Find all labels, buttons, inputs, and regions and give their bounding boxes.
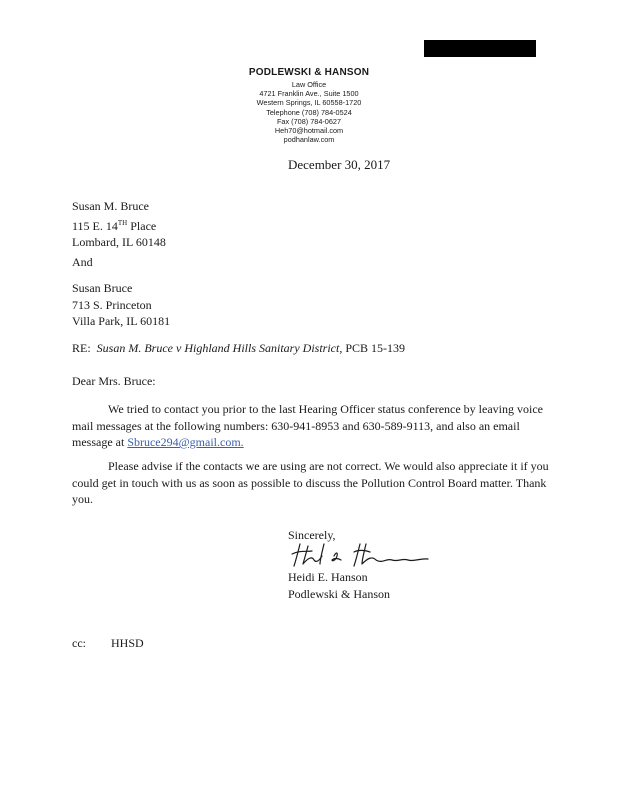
re-case-number: , PCB 15-139 xyxy=(339,341,406,355)
recipient-address-2 xyxy=(72,280,170,330)
letterhead-website: podhanlaw.com xyxy=(283,135,335,145)
re-line xyxy=(72,340,405,357)
signatory-name: Heidi E. Hanson xyxy=(288,570,368,584)
salutation: Dear Mrs. Bruce: xyxy=(72,374,156,388)
signatory xyxy=(288,569,390,602)
recipient-city: Villa Park, IL 60181 xyxy=(72,314,171,328)
re-label: RE: xyxy=(72,341,91,355)
email-link[interactable]: Sbruce294@gmail.com. xyxy=(127,435,244,449)
recipient-street: 713 S. Princeton xyxy=(72,297,152,312)
cc-recipient: HHSD xyxy=(111,636,144,650)
recipient-name: Susan Bruce xyxy=(72,281,133,295)
paragraph-text: We tried to contact you prior to the last Hearing Officer status conference by leaving voice mail messages at the following numbers: 630-941-8953 and 630-589-9113, and also an email message at xyxy=(72,402,543,449)
signature-image xyxy=(286,534,436,570)
letterhead-line: Law Office xyxy=(291,80,327,89)
letterhead-address: 4721 Franklin Ave., Suite 1500 xyxy=(259,89,359,99)
valediction: Sincerely, xyxy=(288,528,336,542)
letterhead-city: Western Springs, IL 60558-1720 xyxy=(256,98,362,108)
letterhead-telephone: Telephone (708) 784-0524 xyxy=(266,107,352,117)
body-paragraph-1 xyxy=(72,401,550,451)
signatory-firm: Podlewski & Hanson xyxy=(288,586,390,601)
conjunction: And xyxy=(72,255,93,269)
body-paragraph-2 xyxy=(72,458,550,508)
letter-date: December 30, 2017 xyxy=(288,157,391,172)
paragraph-text: Please advise if the contacts we are using are not correct. We would also appreciate it if you could get in touch with us as soon as possible to discuss the Pollution Control Board matter. Thank you. xyxy=(72,459,549,506)
cc-line xyxy=(72,636,144,651)
firm-name: PODLEWSKI & HANSON xyxy=(248,67,370,78)
letterhead-fax: Fax (708) 784-0627 xyxy=(276,116,342,126)
re-case-name: Susan M. Bruce v Highland Hills Sanitary District xyxy=(96,341,340,355)
redaction-bar xyxy=(424,40,536,57)
recipient-city: Lombard, IL 60148 xyxy=(72,235,166,249)
letterhead xyxy=(0,67,618,144)
recipient-street: 115 E. 14TH Place xyxy=(72,218,157,233)
cc-label: cc: xyxy=(72,636,86,650)
recipient-address-1 xyxy=(72,198,166,251)
recipient-name: Susan M. Bruce xyxy=(72,199,149,213)
letterhead-email: Heh70@hotmail.com xyxy=(274,126,344,136)
